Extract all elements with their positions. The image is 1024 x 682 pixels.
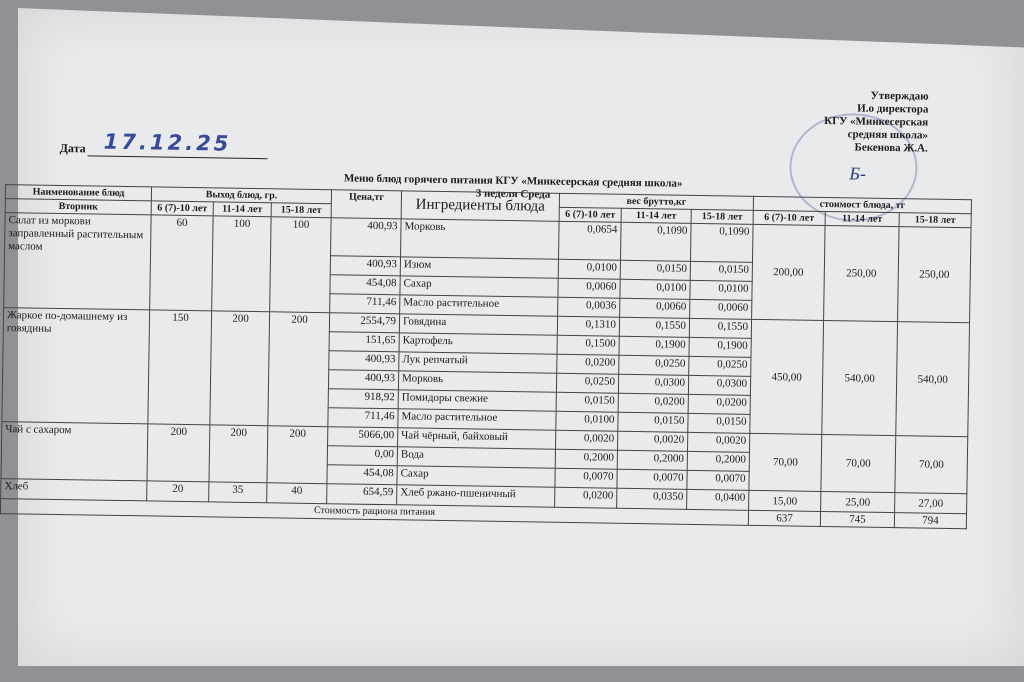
title-line: Меню блюд горячего питания КГУ «Минкесерская средняя школа» [343, 172, 683, 190]
header-dish: Наименование блюд [5, 185, 151, 201]
ingredient-weight: 0,0300 [688, 375, 750, 395]
ingredient-weight: 0,2000 [617, 450, 687, 470]
ingredient-weight: 0,0150 [688, 413, 750, 433]
header-age: 11-14 лет [621, 208, 691, 223]
dish-cost: 540,00 [896, 322, 970, 437]
header-age: 15-18 лет [271, 203, 331, 218]
total-value: 794 [894, 513, 966, 529]
dish-cost: 250,00 [898, 227, 972, 323]
header-output: Выход блюд, гр. [151, 187, 331, 204]
ingredient-name: Чай чёрный, байховый [398, 428, 556, 449]
ingredient-name: Помидоры свежие [398, 390, 556, 411]
ingredient-weight: 0,0020 [687, 432, 749, 452]
dish-name: Жаркое по-домашнему из говядины [2, 308, 150, 424]
dish-output: 35 [209, 482, 267, 503]
date-line [88, 129, 268, 159]
approval-line: средняя школа» [847, 128, 929, 142]
ingredient-price: 454,08 [327, 465, 397, 485]
ingredient-weight: 0,0020 [618, 431, 688, 451]
dish-name: Салат из моркови заправленный растительным маслом [4, 213, 151, 310]
dish-output: 100 [212, 216, 271, 312]
ingredient-weight: 0,0100 [556, 411, 618, 431]
ingredient-weight: 0,0100 [558, 259, 620, 279]
ingredient-weight: 0,1550 [689, 318, 751, 338]
approval-line: КГУ «Минкесерская [824, 114, 929, 129]
ingredient-weight: 0,0200 [618, 393, 688, 413]
approval-line: Бекенова Ж.А. [854, 141, 928, 155]
ingredient-name: Хлеб ржано-пшеничный [397, 485, 555, 507]
ingredient-name: Вода [397, 447, 555, 468]
ingredient-weight: 0,0250 [556, 373, 618, 393]
ingredient-name: Сахар [397, 466, 555, 487]
header-age: 15-18 лет [899, 213, 971, 228]
ingredient-name: Морковь [398, 371, 556, 392]
ingredient-weight: 0,1090 [690, 223, 753, 262]
header-age: 11-14 лет [825, 211, 899, 226]
ingredient-weight: 0,0060 [558, 278, 620, 298]
ingredient-weight: 0,0070 [617, 469, 687, 489]
ingredient-weight: 0,0200 [688, 394, 750, 414]
dish-output: 20 [147, 481, 209, 502]
ingredient-price: 2554,79 [329, 313, 399, 333]
approval-line: Утверждаю [870, 89, 929, 103]
ingredient-weight: 0,0100 [690, 280, 752, 300]
ingredient-weight: 0,0654 [558, 221, 621, 260]
dish-cost: 15,00 [749, 490, 821, 511]
ingredient-price: 654,59 [327, 484, 397, 505]
dish-output: 40 [267, 483, 327, 504]
dish-cost: 450,00 [750, 319, 824, 434]
dish-output: 60 [150, 215, 213, 311]
ingredient-price: 454,08 [330, 275, 400, 295]
ingredient-weight: 0,0036 [558, 297, 620, 317]
ingredient-price: 400,93 [329, 351, 399, 371]
ingredient-weight: 0,0350 [617, 488, 687, 509]
ingredient-name: Масло растительное [400, 295, 558, 316]
ingredient-price: 151,65 [329, 332, 399, 352]
ingredient-weight: 0,1550 [619, 317, 689, 337]
ingredient-weight: 0,0070 [687, 470, 749, 490]
ingredient-price: 711,46 [328, 408, 398, 428]
ingredient-weight: 0,0400 [687, 489, 749, 510]
header-weight: вес брутто,кг [559, 193, 753, 210]
ingredient-name: Картофель [399, 333, 557, 354]
ingredient-weight: 0,2000 [555, 449, 617, 469]
ingredient-weight: 0,1310 [557, 316, 619, 336]
ingredient-price: 400,93 [330, 256, 400, 276]
ingredient-weight: 0,2000 [687, 451, 749, 471]
ingredient-price: 0,00 [327, 446, 397, 466]
ingredient-weight: 0,0100 [620, 279, 690, 299]
dish-output: 200 [210, 311, 270, 426]
ingredient-name: Масло растительное [398, 409, 556, 430]
header-day: Вторник [5, 199, 151, 215]
dish-cost: 540,00 [822, 320, 898, 435]
ingredient-weight: 0,0250 [689, 356, 751, 376]
dish-cost: 70,00 [895, 436, 968, 494]
approval-line: И.о директора [857, 102, 929, 116]
ingredient-weight: 0,0300 [618, 374, 688, 394]
header-age: 11-14 лет [213, 202, 271, 217]
ingredient-price: 711,46 [330, 294, 400, 314]
dish-output: 200 [268, 312, 330, 427]
ingredient-weight: 0,1090 [620, 222, 691, 261]
dish-cost: 70,00 [749, 433, 822, 491]
ingredient-name: Говядина [399, 314, 557, 335]
dish-output: 200 [267, 426, 328, 484]
ingredient-price: 400,93 [331, 218, 402, 257]
dish-cost: 200,00 [752, 224, 825, 320]
approval-block [768, 88, 929, 156]
date-label: Дата [59, 140, 86, 156]
handwritten-date: 17.12.25 [103, 129, 232, 156]
ingredient-weight: 0,0150 [556, 392, 618, 412]
ingredient-weight: 0,1900 [619, 336, 689, 356]
ingredient-weight: 0,1500 [557, 335, 619, 355]
dish-output: 100 [270, 217, 331, 313]
ingredient-weight: 0,0060 [620, 298, 690, 318]
ingredient-name: Лук репчатый [399, 352, 557, 373]
ingredient-weight: 0,0070 [555, 468, 617, 488]
dish-name: Чай с сахаром [1, 422, 148, 481]
ingredient-weight: 0,0200 [555, 487, 617, 508]
ingredient-name: Сахар [400, 276, 558, 297]
header-ingredients: Ингредиенты блюда [401, 191, 559, 221]
director-signature: Б- [849, 163, 867, 184]
header-price: Цена,тг [331, 190, 401, 219]
dish-cost: 25,00 [821, 491, 895, 512]
dish-output: 200 [209, 425, 268, 483]
menu-body [1, 213, 971, 514]
ingredient-weight: 0,0150 [618, 412, 688, 432]
menu-table [0, 184, 972, 529]
dish-output: 200 [147, 424, 210, 482]
ingredient-weight: 0,0150 [620, 260, 690, 280]
ingredient-name: Морковь [401, 219, 560, 259]
dish-name: Хлеб [1, 479, 147, 501]
dish-cost: 250,00 [824, 225, 899, 321]
header-age: 15-18 лет [691, 209, 753, 224]
header-age: 6 (7)-10 лет [753, 210, 825, 225]
header-age: 6 (7)-10 лет [559, 207, 621, 222]
dish-cost: 70,00 [821, 434, 896, 492]
ingredient-price: 5066,00 [328, 427, 398, 447]
ingredient-weight: 0,1900 [689, 337, 751, 357]
ingredient-price: 400,93 [328, 370, 398, 390]
ingredient-weight: 0,0020 [556, 430, 618, 450]
dish-output: 150 [148, 310, 212, 425]
total-label: Стоимость рациона питания [0, 499, 748, 526]
ingredient-weight: 0,0060 [690, 299, 752, 319]
header-cost: стоимост блюда, тг [753, 196, 971, 213]
ingredient-price: 918,92 [328, 389, 398, 409]
total-value: 745 [820, 511, 894, 527]
title-subline: 3 неделя Среда [475, 187, 551, 201]
ingredient-weight: 0,0150 [690, 261, 752, 281]
ingredient-weight: 0,0250 [619, 355, 689, 375]
dish-cost: 27,00 [895, 493, 967, 514]
total-value: 637 [748, 510, 820, 526]
ingredient-weight: 0,0200 [557, 354, 619, 374]
date-row [59, 129, 268, 159]
ingredient-name: Изюм [400, 257, 558, 278]
header-age: 6 (7)-10 лет [151, 201, 213, 216]
